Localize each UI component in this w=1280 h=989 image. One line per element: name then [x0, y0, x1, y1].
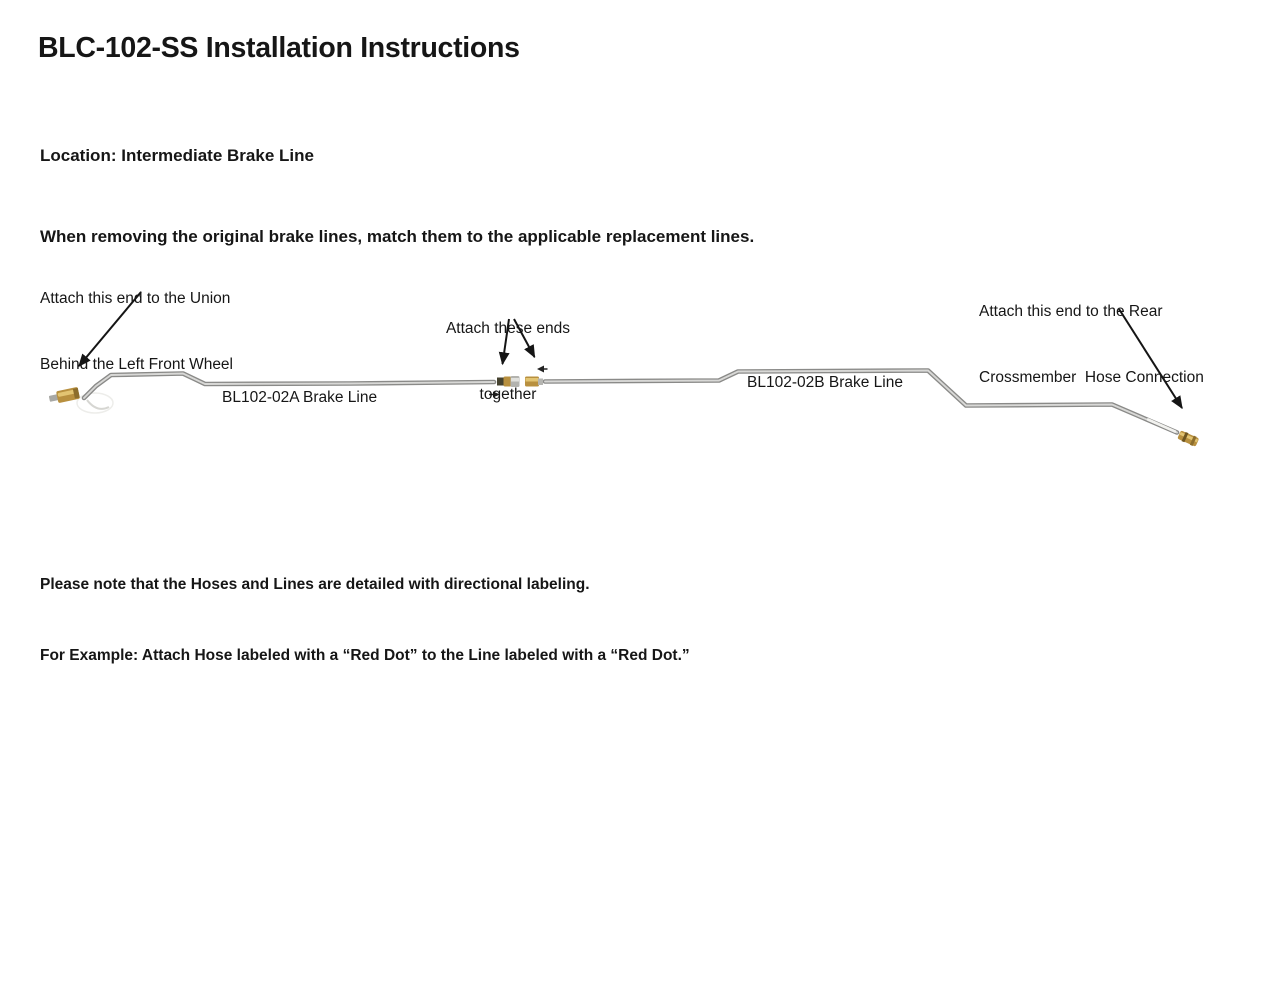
label-brake-line-b: BL102-02B Brake Line: [747, 374, 903, 391]
footer-note: [40, 526, 690, 714]
annotation-middle-union-line1: Attach these ends: [445, 320, 571, 337]
footer-note-line2: For Example: Attach Hose labeled with a “Red Dot” to the Line labeled with a “Red Dot.”: [40, 646, 690, 664]
page-title: BLC-102-SS Installation Instructions: [38, 32, 520, 64]
location-line: Location: Intermediate Brake Line: [40, 146, 314, 165]
footer-note-line1: Please note that the Hoses and Lines are detailed with directional labeling.: [40, 576, 590, 593]
annotation-rear-crossmember-line1: Attach this end to the Rear: [979, 303, 1163, 320]
annotation-left-union-line1: Attach this end to the Union: [40, 290, 231, 307]
annotation-middle-union-line2: together: [479, 386, 537, 403]
annotation-left-union: [40, 244, 233, 420]
instruction-line: When removing the original brake lines, match them to the applicable replacement lines.: [40, 227, 755, 246]
annotation-rear-crossmember: [979, 257, 1204, 433]
label-brake-line-a: BL102-02A Brake Line: [222, 389, 378, 406]
annotation-rear-crossmember-line2: Crossmember Hose Connection: [979, 369, 1204, 386]
annotation-middle-union: [418, 274, 598, 450]
annotation-left-union-line2: Behind the Left Front Wheel: [40, 356, 234, 373]
